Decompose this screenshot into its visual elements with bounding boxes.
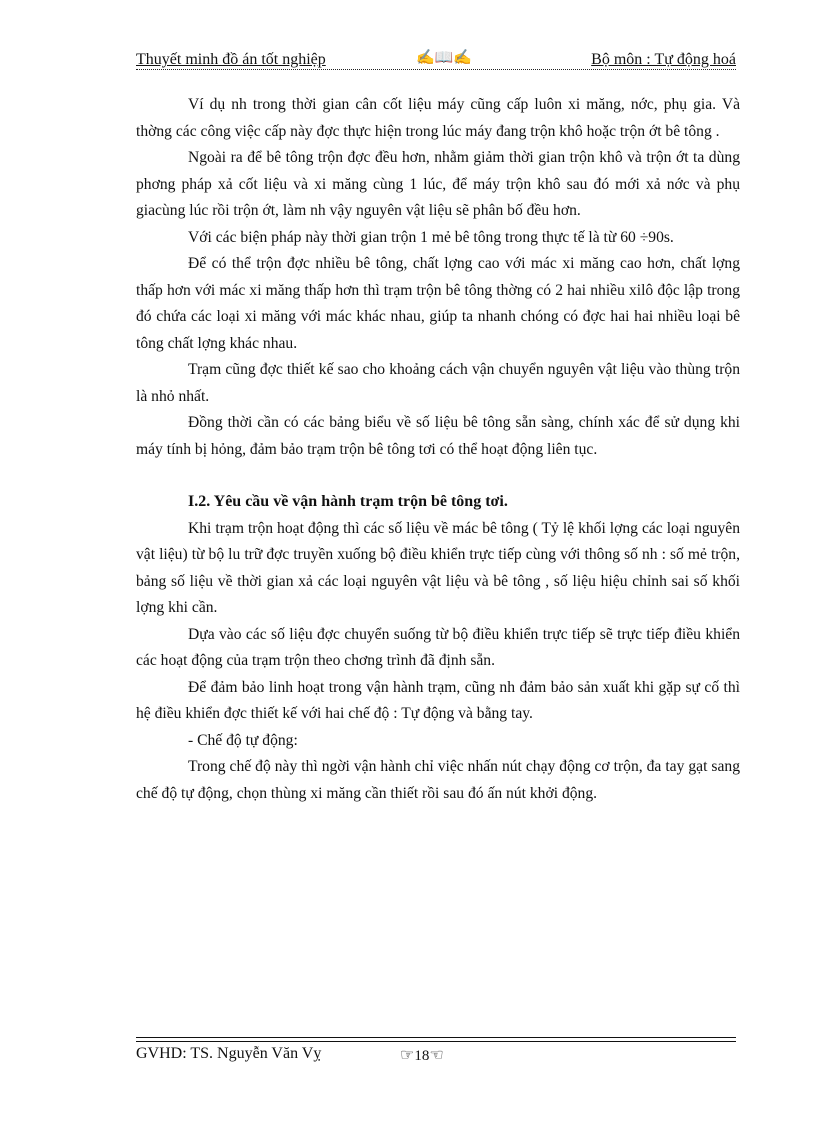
paragraph-1: Ví dụ nh trong thời gian cân cốt liệu máy cũng cấp luôn xi măng, nớc, phụ gia. Và thờng các công việc cấp này đợc thực hiện trong lúc máy đang trộn khô hoặc trộn ớt bê tông . xyxy=(136,96,740,140)
paragraph-7: Khi trạm trộn hoạt động thì các số liệu về mác bê tông ( Tỷ lệ khối lợng các loại nguyên vật liệu) từ bộ lu trữ đợc truyền xuống bộ điều khiển trực tiếp cùng với thông số nh : số mẻ trộn, bảng số liệu về thời gian xả các loại nguyên vật liệu và bê tông , số liệu hiệu chỉnh sai số khối lợng khi cần. xyxy=(136,519,740,616)
paragraph-8: Dựa vào các số liệu đợc chuyển suống từ bộ điều khiển trực tiếp sẽ trực tiếp điều khiển các hoạt động của trạm trộn theo chơng trình đã định sẵn. xyxy=(136,625,740,669)
paragraph-11: Trong chế độ này thì ngời vận hành chỉ việc nhấn nút chạy động cơ trộn, đa tay gạt sang chế độ tự động, chọn thùng xi măng cần thiết rồi sau đó ấn nút khởi động. xyxy=(136,758,740,802)
footer-supervisor: GVHD: TS. Nguyễn Văn Vỵ xyxy=(136,1045,322,1062)
page-header xyxy=(136,50,736,74)
header-department: Bộ môn : Tự động hoá xyxy=(591,51,736,68)
header-book-ornament-icon: ✍📖✍ xyxy=(416,50,473,66)
paragraph-6: Đồng thời cần có các bảng biểu về số liệu bê tông sẵn sàng, chính xác để sử dụng khi máy tính bị hỏng, đảm bảo trạm trộn bê tông tơi có thể hoạt động liên tục. xyxy=(136,414,740,458)
page-number: 18 xyxy=(414,1048,430,1064)
paragraph-5: Trạm cũng đợc thiết kế sao cho khoảng cách vận chuyển nguyên vật liệu vào thùng trộn là nhỏ nhất. xyxy=(136,361,740,405)
paragraph-10: - Chế độ tự động: xyxy=(188,731,298,749)
pointing-hand-right-icon: ☞ xyxy=(400,1047,415,1064)
page-body xyxy=(136,92,740,807)
footer-page xyxy=(400,1045,444,1065)
section-heading: I.2. Yêu cầu về vận hành trạm trộn bê tông tơi. xyxy=(188,493,508,510)
footer-rule-thick xyxy=(136,1037,736,1038)
pointing-hand-left-icon: ☜ xyxy=(429,1047,444,1064)
page-footer xyxy=(136,1037,736,1067)
footer-rule-thin xyxy=(136,1041,736,1042)
paragraph-3: Với các biện pháp này thời gian trộn 1 mẻ bê tông trong thực tế là từ 60 ÷90s. xyxy=(188,228,674,246)
paragraph-4: Để có thể trộn đợc nhiều bê tông, chất lợng cao với mác xi măng cao hơn, chất lợng thấp hơn với mác xi măng thấp hơn thì trạm trộn bê tông thờng có 2 hai nhiều xilô độc lập trong đó chứa các loại xi măng với mác khác nhau, giúp ta nhanh chóng có đợc hai hai nhiều loại bê tông chất lợng khác nhau. xyxy=(136,255,740,352)
header-thesis-title: Thuyết minh đồ án tốt nghiệp xyxy=(136,51,326,68)
paragraph-9: Để đảm bảo linh hoạt trong vận hành trạm, cũng nh đảm bảo sản xuất khi gặp sự cố thì hệ điều khiển đợc thiết kế với hai chế độ : Tự động và bằng tay. xyxy=(136,678,740,722)
header-rule xyxy=(136,69,736,70)
paragraph-2: Ngoài ra để bê tông trộn đợc đều hơn, nhằm giảm thời gian trộn khô và trộn ớt ta dùng phơng pháp xả cốt liệu và xi măng cùng 1 lúc, để máy trộn khô sau đó mới xả nớc và phụ giacùng lúc rồi trộn ớt, làm nh vậy nguyên vật liệu sẽ phân bố đều hơn. xyxy=(136,149,740,219)
